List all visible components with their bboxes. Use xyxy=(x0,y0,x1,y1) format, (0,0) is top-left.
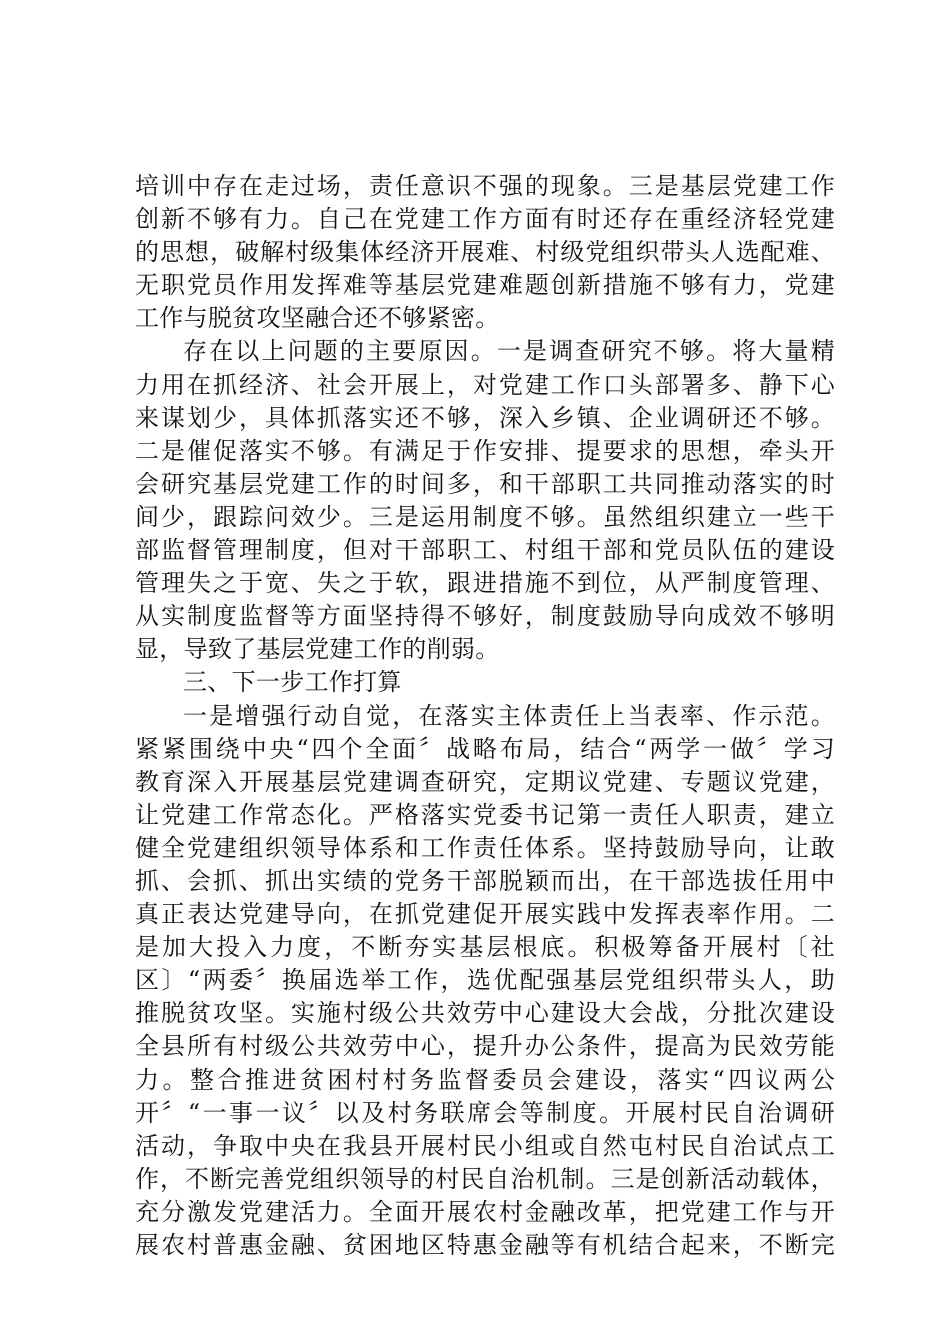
text-line: 存在以上问题的主要原因。一是调查研究不够。将大量精 xyxy=(183,337,835,366)
text-line: 是加大投入力度，不断夯实基层根底。积极筹备开展村〔社 xyxy=(135,933,835,962)
text-line: 充分激发党建活力。全面开展农村金融改革，把党建工作与开 xyxy=(135,1197,835,1226)
text-line: 培训中存在走过场，责任意识不强的现象。三是基层党建工作 xyxy=(135,172,835,200)
text-line: 紧紧围绕中央“四个全面〞战略布局，结合“两学一做〞学习 xyxy=(135,734,835,763)
text-line: 让党建工作常态化。严格落实党委书记第一责任人职责，建立 xyxy=(135,800,835,829)
text-line: 管理失之于宽、失之于软，跟进措施不到位，从严制度管理、 xyxy=(135,569,835,598)
text-line: 健全党建组织领导体系和工作责任体系。坚持鼓励导向，让敢 xyxy=(135,833,835,862)
text-line: 工作与脱贫攻坚融合还不够紧密。 xyxy=(135,304,500,333)
text-line: 区〕“两委〞换届选举工作，选优配强基层党组织带头人，助 xyxy=(135,966,835,995)
text-line: 显，导致了基层党建工作的削弱。 xyxy=(135,635,500,664)
text-line: 二是催促落实不够。有满足于作安排、提要求的思想，牵头开 xyxy=(135,436,835,465)
text-line: 真正表达党建导向，在抓党建促开展实践中发挥表率作用。二 xyxy=(135,900,835,929)
text-line: 会研究基层党建工作的时间多，和干部职工共同推动落实的时 xyxy=(135,469,835,498)
text-line: 教育深入开展基层党建调查研究，定期议党建、专题议党建， xyxy=(135,767,835,796)
text-line: 间少，跟踪问效少。三是运用制度不够。虽然组织建立一些干 xyxy=(135,502,835,531)
text-line: 一是增强行动自觉，在落实主体责任上当表率、作示范。 xyxy=(183,701,835,730)
text-line: 创新不够有力。自己在党建工作方面有时还存在重经济轻党建 xyxy=(135,205,835,234)
text-line: 作，不断完善党组织领导的村民自治机制。三是创新活动载体， xyxy=(135,1164,835,1193)
text-line: 开〞“一事一议〞以及村务联席会等制度。开展村民自治调研 xyxy=(135,1098,835,1127)
document-body xyxy=(135,170,835,1262)
text-line: 无职党员作用发挥难等基层党建难题创新措施不够有力，党建 xyxy=(135,271,835,300)
text-line: 力用在抓经济、社会开展上，对党建工作口头部署多、静下心 xyxy=(135,370,835,399)
text-line: 部监督管理制度，但对干部职工、村组干部和党员队伍的建设 xyxy=(135,536,835,565)
text-line: 来谋划少，具体抓落实还不够，深入乡镇、企业调研还不够。 xyxy=(135,403,835,432)
text-line: 活动，争取中央在我县开展村民小组或自然屯村民自治试点工 xyxy=(135,1131,835,1160)
text-line: 三、下一步工作打算 xyxy=(183,668,402,697)
text-line: 推脱贫攻坚。实施村级公共效劳中心建设大会战，分批次建设 xyxy=(135,999,835,1028)
text-line: 力。整合推进贫困村村务监督委员会建设，落实“四议两公 xyxy=(135,1065,835,1094)
text-line: 的思想，破解村级集体经济开展难、村级党组织带头人选配难、 xyxy=(135,238,835,267)
text-line: 全县所有村级公共效劳中心，提升办公条件，提高为民效劳能 xyxy=(135,1032,835,1061)
text-line: 抓、会抓、抓出实绩的党务干部脱颖而出，在干部选拔任用中 xyxy=(135,866,835,895)
text-line: 展农村普惠金融、贫困地区特惠金融等有机结合起来，不断完 xyxy=(135,1231,835,1259)
text-line: 从实制度监督等方面坚持得不够好，制度鼓励导向成效不够明 xyxy=(135,602,835,631)
